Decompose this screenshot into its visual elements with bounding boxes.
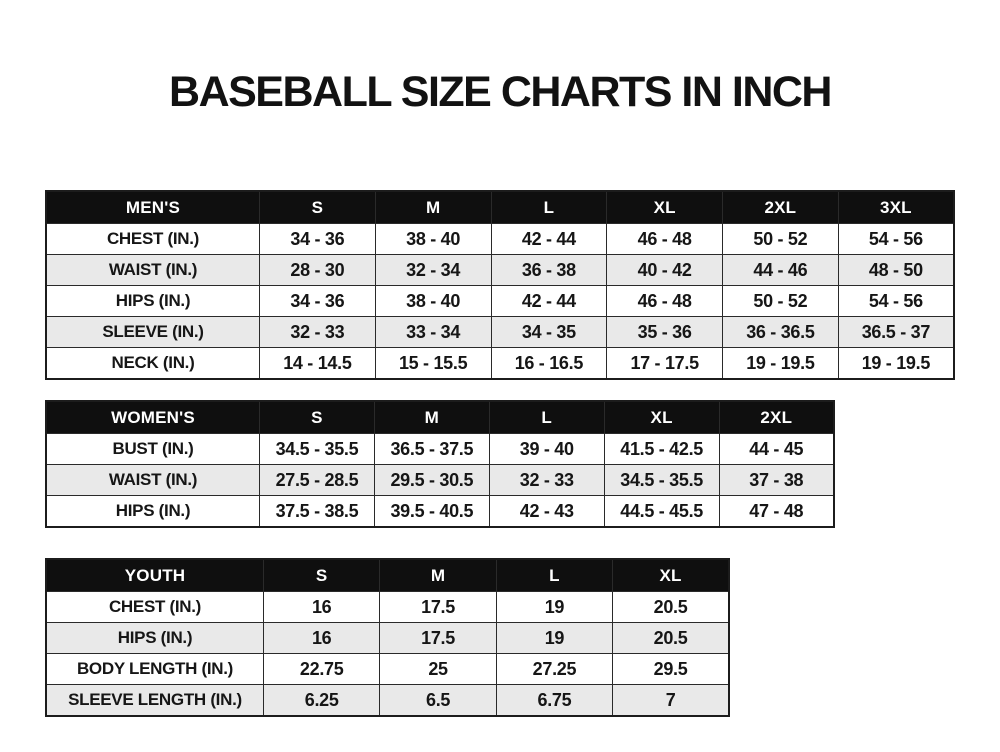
mens-size-column-header: 2XL — [723, 191, 839, 224]
youth-size-column-header: L — [496, 559, 612, 592]
womens-table-row — [46, 465, 834, 496]
womens-size-value: 36.5 - 37.5 — [374, 434, 489, 465]
mens-size-value: 36 - 36.5 — [723, 317, 839, 348]
youth-size-column-header: XL — [613, 559, 729, 592]
womens-table-body — [46, 434, 834, 528]
womens-size-value: 41.5 - 42.5 — [604, 434, 719, 465]
mens-size-value: 32 - 33 — [260, 317, 376, 348]
youth-measurement-label: HIPS (IN.) — [46, 623, 264, 654]
mens-size-column-header: 3XL — [838, 191, 954, 224]
youth-size-value: 16 — [264, 623, 380, 654]
youth-header-row — [46, 559, 729, 592]
youth-table-row — [46, 685, 729, 717]
mens-measurement-label: SLEEVE (IN.) — [46, 317, 260, 348]
mens-size-value: 28 - 30 — [260, 255, 376, 286]
mens-size-value: 19 - 19.5 — [723, 348, 839, 380]
mens-size-column-header: S — [260, 191, 376, 224]
mens-size-column-header: XL — [607, 191, 723, 224]
youth-size-value: 16 — [264, 592, 380, 623]
womens-size-value: 44.5 - 45.5 — [604, 496, 719, 528]
womens-size-value: 42 - 43 — [489, 496, 604, 528]
mens-size-value: 33 - 34 — [375, 317, 491, 348]
womens-table-row — [46, 434, 834, 465]
youth-size-value: 20.5 — [613, 623, 729, 654]
mens-size-value: 32 - 34 — [375, 255, 491, 286]
mens-size-value: 35 - 36 — [607, 317, 723, 348]
mens-size-value: 54 - 56 — [838, 286, 954, 317]
mens-size-value: 46 - 48 — [607, 286, 723, 317]
mens-measurement-label: HIPS (IN.) — [46, 286, 260, 317]
youth-size-value: 17.5 — [380, 592, 496, 623]
youth-size-value: 6.75 — [496, 685, 612, 717]
womens-measurement-label: WAIST (IN.) — [46, 465, 260, 496]
mens-size-value: 19 - 19.5 — [838, 348, 954, 380]
youth-size-value: 6.25 — [264, 685, 380, 717]
youth-measurement-label: CHEST (IN.) — [46, 592, 264, 623]
mens-size-value: 16 - 16.5 — [491, 348, 607, 380]
youth-size-value: 22.75 — [264, 654, 380, 685]
mens-size-value: 54 - 56 — [838, 224, 954, 255]
womens-table-title: WOMEN'S — [46, 401, 260, 434]
mens-size-value: 17 - 17.5 — [607, 348, 723, 380]
womens-size-value: 34.5 - 35.5 — [604, 465, 719, 496]
mens-table-row — [46, 286, 954, 317]
youth-size-table — [45, 558, 730, 717]
mens-size-value: 34 - 36 — [260, 224, 376, 255]
mens-size-value: 44 - 46 — [723, 255, 839, 286]
womens-size-column-header: M — [374, 401, 489, 434]
womens-size-value: 39.5 - 40.5 — [374, 496, 489, 528]
womens-size-value: 37.5 - 38.5 — [260, 496, 375, 528]
mens-size-value: 38 - 40 — [375, 224, 491, 255]
mens-measurement-label: WAIST (IN.) — [46, 255, 260, 286]
youth-table-title: YOUTH — [46, 559, 264, 592]
mens-size-column-header: L — [491, 191, 607, 224]
mens-size-value: 46 - 48 — [607, 224, 723, 255]
youth-size-value: 29.5 — [613, 654, 729, 685]
youth-measurement-label: BODY LENGTH (IN.) — [46, 654, 264, 685]
womens-table-row — [46, 496, 834, 528]
womens-size-value: 37 - 38 — [719, 465, 834, 496]
youth-table-body — [46, 592, 729, 717]
mens-table-row — [46, 224, 954, 255]
womens-table-head — [46, 401, 834, 434]
youth-measurement-label: SLEEVE LENGTH (IN.) — [46, 685, 264, 717]
mens-size-value: 50 - 52 — [723, 286, 839, 317]
mens-table-title: MEN'S — [46, 191, 260, 224]
mens-table-head — [46, 191, 954, 224]
womens-size-column-header: XL — [604, 401, 719, 434]
womens-size-value: 27.5 - 28.5 — [260, 465, 375, 496]
youth-size-value: 17.5 — [380, 623, 496, 654]
mens-measurement-label: CHEST (IN.) — [46, 224, 260, 255]
youth-size-value: 20.5 — [613, 592, 729, 623]
youth-size-column-header: S — [264, 559, 380, 592]
womens-measurement-label: BUST (IN.) — [46, 434, 260, 465]
womens-size-value: 29.5 - 30.5 — [374, 465, 489, 496]
youth-table-row — [46, 592, 729, 623]
mens-table-row — [46, 255, 954, 286]
mens-size-value: 48 - 50 — [838, 255, 954, 286]
womens-size-column-header: 2XL — [719, 401, 834, 434]
mens-size-value: 34 - 36 — [260, 286, 376, 317]
womens-size-value: 44 - 45 — [719, 434, 834, 465]
mens-measurement-label: NECK (IN.) — [46, 348, 260, 380]
mens-size-table — [45, 190, 955, 380]
mens-size-value: 34 - 35 — [491, 317, 607, 348]
youth-size-value: 25 — [380, 654, 496, 685]
mens-size-value: 15 - 15.5 — [375, 348, 491, 380]
youth-size-value: 7 — [613, 685, 729, 717]
mens-size-value: 42 - 44 — [491, 286, 607, 317]
womens-size-value: 39 - 40 — [489, 434, 604, 465]
youth-size-column-header: M — [380, 559, 496, 592]
womens-size-value: 34.5 - 35.5 — [260, 434, 375, 465]
womens-size-table — [45, 400, 835, 528]
youth-table-head — [46, 559, 729, 592]
womens-size-value: 32 - 33 — [489, 465, 604, 496]
womens-header-row — [46, 401, 834, 434]
mens-size-value: 36 - 38 — [491, 255, 607, 286]
womens-size-column-header: L — [489, 401, 604, 434]
youth-size-value: 27.25 — [496, 654, 612, 685]
womens-size-value: 47 - 48 — [719, 496, 834, 528]
mens-table-row — [46, 317, 954, 348]
mens-size-value: 36.5 - 37 — [838, 317, 954, 348]
youth-size-value: 19 — [496, 592, 612, 623]
mens-size-value: 14 - 14.5 — [260, 348, 376, 380]
page-title: BASEBALL SIZE CHARTS IN INCH — [169, 68, 831, 116]
youth-table-row — [46, 654, 729, 685]
mens-table-body — [46, 224, 954, 380]
youth-size-value: 6.5 — [380, 685, 496, 717]
youth-size-value: 19 — [496, 623, 612, 654]
mens-table-row — [46, 348, 954, 380]
womens-measurement-label: HIPS (IN.) — [46, 496, 260, 528]
mens-size-value: 38 - 40 — [375, 286, 491, 317]
youth-table-row — [46, 623, 729, 654]
mens-size-column-header: M — [375, 191, 491, 224]
mens-size-value: 42 - 44 — [491, 224, 607, 255]
mens-header-row — [46, 191, 954, 224]
mens-size-value: 50 - 52 — [723, 224, 839, 255]
womens-size-column-header: S — [260, 401, 375, 434]
mens-size-value: 40 - 42 — [607, 255, 723, 286]
